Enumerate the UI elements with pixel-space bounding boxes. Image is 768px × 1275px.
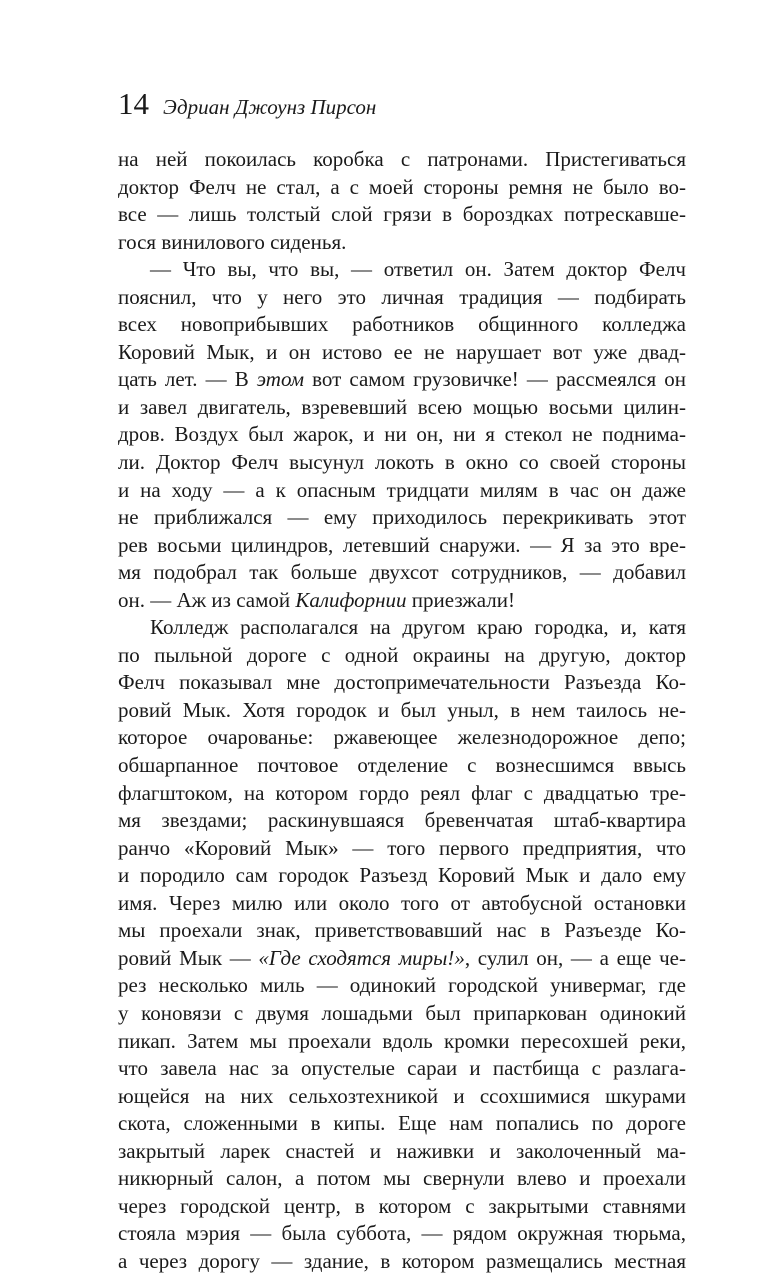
text-line: и породило сам городок Разъезд Коровий Мык и дало ему <box>118 863 686 888</box>
text-line: ющейся на них сельхозтехникой и ссохшимися шкурами <box>118 1083 686 1108</box>
text-segment: он. — Аж из самой <box>118 587 296 612</box>
text-segment: вот самом грузовичке! — рассмеялся он <box>304 367 686 392</box>
text-line: скота, сложенными в кипы. Еще нам попались по дороге <box>118 1111 686 1136</box>
text-line: через городской центр, в котором с закрытыми ставнями <box>118 1193 686 1218</box>
page-header <box>118 84 686 124</box>
text-line: доктор Фелч не стал, а с моей стороны ремня не было во- <box>118 174 686 199</box>
text-line: никюрный салон, а потом мы свернули влево и проехали <box>118 1166 686 1191</box>
text-line: имя. Через милю или около того от автобусной остановки <box>118 890 686 915</box>
text-line: — Что вы, что вы, — ответил он. Затем доктор Фелч <box>150 257 686 282</box>
text-line: по пыльной дороге с одной окраины на другую, доктор <box>118 642 686 667</box>
text-line: гося винилового сиденья. <box>118 229 347 254</box>
page-number: 14 <box>118 86 149 121</box>
body-text <box>118 146 686 1275</box>
text-line: стояла мэрия — была суббота, — рядом окружная тюрьма, <box>118 1221 686 1246</box>
text-line: у коновязи с двумя лошадьми был припаркован одинокий <box>118 1000 686 1025</box>
text-line: рез несколько миль — одинокий городской универмаг, где <box>118 973 686 998</box>
text-segment: , сулил он, — а еще че- <box>464 945 686 970</box>
text-line: ранчо «Коровий Мык» — того первого предприятия, что <box>118 835 686 860</box>
text-line: мя звездами; раскинувшаяся бревенчатая штаб-квартира <box>118 808 686 833</box>
text-line: дров. Воздух был жарок, и ни он, ни я стекол не поднима- <box>118 422 686 447</box>
text-line: пояснил, что у него это личная традиция — подбирать <box>118 284 686 309</box>
text-segment: цать лет. — В <box>118 367 257 392</box>
text-line: Колледж располагался на другом краю городка, и, катя <box>150 615 686 640</box>
italic-word: Калифорнии <box>295 587 407 612</box>
text-line: мы проехали знак, приветствовавший нас в Разъезде Ко- <box>118 918 686 943</box>
text-line: на ней покоилась коробка с патронами. Пристегиваться <box>118 147 686 171</box>
text-line <box>118 945 686 973</box>
text-line: все — лишь толстый слой грязи в бороздках потрескавше- <box>118 202 686 227</box>
text-line: закрытый ларек снастей и наживки и заколоченный ма- <box>118 1138 686 1163</box>
book-page <box>118 84 686 1275</box>
text-segment: приезжали! <box>406 587 515 612</box>
text-line: ли. Доктор Фелч высунул локоть в окно со своей стороны <box>118 450 686 475</box>
text-line: и на ходу — а к опасным тридцати милям в час он даже <box>118 477 686 502</box>
text-line <box>118 366 686 394</box>
text-line <box>118 587 686 615</box>
text-line: рев восьми цилиндров, летевший снаружи. — Я за это вре- <box>118 532 686 557</box>
text-line: обшарпанное почтовое отделение с вознесшимся ввысь <box>118 753 686 778</box>
italic-quote: «Где сходятся миры!» <box>258 945 465 970</box>
text-line: Коровий Мык, и он истово ее не нарушает вот уже двад- <box>118 339 686 364</box>
text-line: что завела нас за опустелые сараи и пастбища с разлага- <box>118 1056 686 1081</box>
text-line: мя подобрал так больше двухсот сотрудников, — добавил <box>118 560 686 585</box>
text-segment: ровий Мык — <box>118 945 259 970</box>
text-line: которое очарованье: ржавеющее железнодорожное депо; <box>118 725 686 750</box>
italic-word: этом <box>256 367 305 392</box>
text-line: Фелч показывал мне достопримечательности Разъезда Ко- <box>118 670 686 695</box>
text-line: а через дорогу — здание, в котором размещались местная <box>118 1248 686 1273</box>
text-line: пикап. Затем мы проехали вдоль кромки пересохшей реки, <box>118 1028 686 1053</box>
text-line: и завел двигатель, взревевший всею мощью восьми цилин- <box>118 394 686 419</box>
text-line: не приближался — ему приходилось перекрикивать этот <box>118 505 686 530</box>
text-line: флагштоком, на котором гордо реял флаг с двадцатью тре- <box>118 780 686 805</box>
text-line: ровий Мык. Хотя городок и был уныл, в нем таилось не- <box>118 697 686 722</box>
text-line: всех новоприбывших работников общинного колледжа <box>118 312 686 337</box>
running-head-author: Эдриан Джоунз Пирсон <box>163 95 377 119</box>
